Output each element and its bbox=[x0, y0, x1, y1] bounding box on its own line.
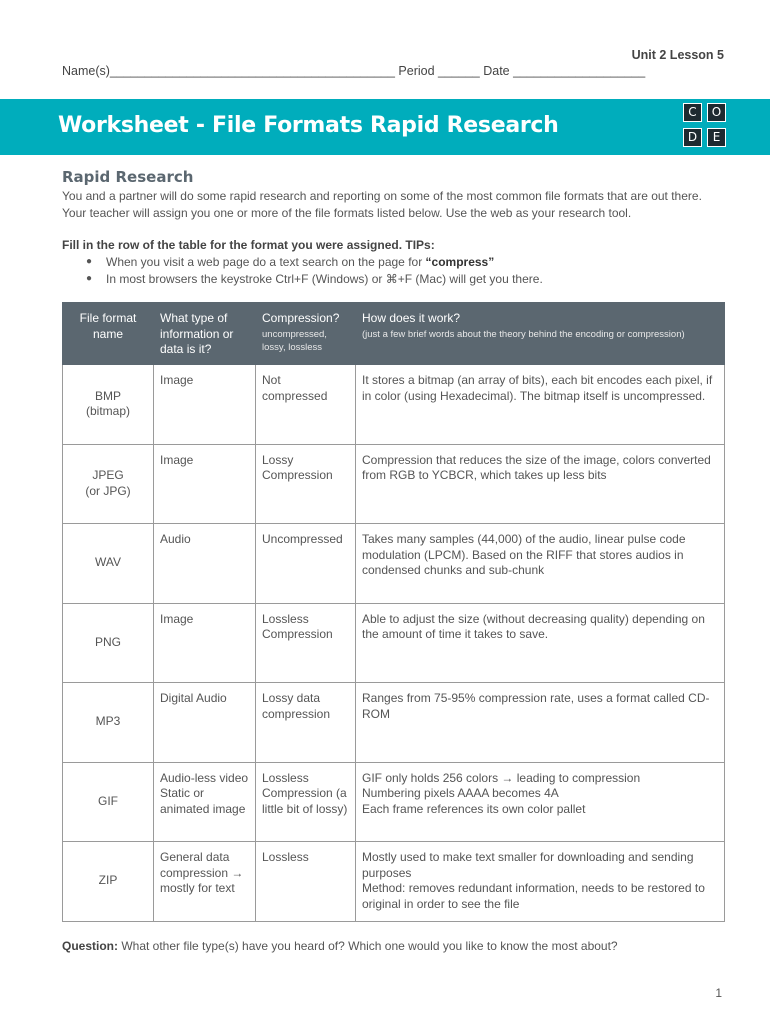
cell-compression: Lossless bbox=[256, 842, 356, 922]
cell-data-type: General data compression → mostly for text bbox=[154, 842, 256, 922]
name-period-date-line: Name(s)_________________________________________ Period ______ Date ___________________ bbox=[62, 64, 646, 78]
question-prompt bbox=[62, 939, 618, 953]
cell-how-it-works: Compression that reduces the size of the image, colors converted from RGB to YCBCR, which takes up less bits bbox=[356, 444, 725, 524]
cell-format-name: JPEG (or JPG) bbox=[63, 444, 154, 524]
intro-line: You and a partner will do some rapid research and reporting on some of the most common file formats that are out there. bbox=[62, 189, 702, 203]
table-row bbox=[63, 444, 725, 524]
cell-data-type: Audio-less video Static or animated image bbox=[154, 762, 256, 842]
tip-text: In most browsers the keystroke Ctrl+F (Windows) or ⌘+F (Mac) will get you there. bbox=[106, 271, 543, 286]
cell-data-type: Digital Audio bbox=[154, 683, 256, 763]
header-how-it-works: How does it work? (just a few brief words about the theory behind the encoding or compression) bbox=[356, 303, 725, 365]
cell-how-it-works: Takes many samples (44,000) of the audio, linear pulse code modulation (LPCM). Based on the RIFF that stores audios in condensed chunks and sub-chunk bbox=[356, 524, 725, 604]
code-logo bbox=[683, 103, 729, 151]
cell-format-name: BMP (bitmap) bbox=[63, 365, 154, 445]
tip-text: When you visit a web page do a text search on the page for bbox=[106, 255, 426, 269]
cell-compression: Lossy data compression bbox=[256, 683, 356, 763]
cell-how-it-works: Mostly used to make text smaller for downloading and sending purposes Method: removes redundant information, needs to be restored to original in order to see the file bbox=[356, 842, 725, 922]
header-how-hint: (just a few brief words about the theory behind the encoding or compression) bbox=[362, 328, 685, 340]
cell-compression: Uncompressed bbox=[256, 524, 356, 604]
cell-how-it-works: It stores a bitmap (an array of bits), each bit encodes each pixel, if in color (using Hexadecimal). The bitmap itself is uncompressed. bbox=[356, 365, 725, 445]
cell-compression: Lossless Compression bbox=[256, 603, 356, 683]
question-text: What other file type(s) have you heard of? Which one would you like to know the most about? bbox=[118, 939, 618, 953]
unit-label: Unit 2 Lesson 5 bbox=[631, 48, 724, 62]
table-row bbox=[63, 603, 725, 683]
intro-paragraph bbox=[62, 188, 732, 221]
cell-format-name: PNG bbox=[63, 603, 154, 683]
table-header-row bbox=[63, 303, 725, 365]
header-compression: Compression? uncompressed, lossy, lossless bbox=[256, 303, 356, 365]
table-row bbox=[63, 524, 725, 604]
table-row bbox=[63, 683, 725, 763]
intro-line: Your teacher will assign you one or more of the file formats listed below. Use the web as your research tool. bbox=[62, 205, 632, 220]
section-title: Rapid Research bbox=[62, 168, 194, 186]
page-number: 1 bbox=[715, 986, 722, 1000]
cell-format-name: WAV bbox=[63, 524, 154, 604]
tip-item bbox=[86, 254, 543, 271]
table-row bbox=[63, 762, 725, 842]
table-row bbox=[63, 842, 725, 922]
logo-letter-d: D bbox=[683, 128, 702, 147]
cell-how-it-works: Able to adjust the size (without decreasing quality) depending on the amount of time it takes to save. bbox=[356, 603, 725, 683]
cell-compression: Not compressed bbox=[256, 365, 356, 445]
tip-item bbox=[86, 271, 543, 288]
cell-compression: Lossy Compression bbox=[256, 444, 356, 524]
logo-letter-c: C bbox=[683, 103, 702, 122]
cell-data-type: Audio bbox=[154, 524, 256, 604]
header-compression-hint: uncompressed, lossy, lossless bbox=[262, 328, 327, 353]
logo-letter-o: O bbox=[707, 103, 726, 122]
tip-keyword: “compress” bbox=[425, 255, 495, 269]
tips-list bbox=[86, 254, 543, 287]
cell-data-type: Image bbox=[154, 603, 256, 683]
cell-format-name: MP3 bbox=[63, 683, 154, 763]
logo-letter-e: E bbox=[707, 128, 726, 147]
cell-how-it-works: Ranges from 75-95% compression rate, uses a format called CD-ROM bbox=[356, 683, 725, 763]
table-row bbox=[63, 365, 725, 445]
cell-data-type: Image bbox=[154, 365, 256, 445]
cell-compression: Lossless Compression (a little bit of lossy) bbox=[256, 762, 356, 842]
title-banner bbox=[0, 99, 770, 155]
cell-data-type: Image bbox=[154, 444, 256, 524]
header-file-format-name: File format name bbox=[63, 303, 154, 365]
tips-heading: Fill in the row of the table for the format you were assigned. TIPs: bbox=[62, 238, 435, 252]
worksheet-title: Worksheet - File Formats Rapid Research bbox=[58, 113, 559, 138]
cell-format-name: ZIP bbox=[63, 842, 154, 922]
cell-format-name: GIF bbox=[63, 762, 154, 842]
header-data-type: What type of information or data is it? bbox=[154, 303, 256, 365]
file-formats-table bbox=[62, 302, 725, 922]
question-label: Question: bbox=[62, 939, 118, 953]
cell-how-it-works: GIF only holds 256 colors → leading to compression Numbering pixels AAAA becomes 4A Each frame references its own color pallet bbox=[356, 762, 725, 842]
